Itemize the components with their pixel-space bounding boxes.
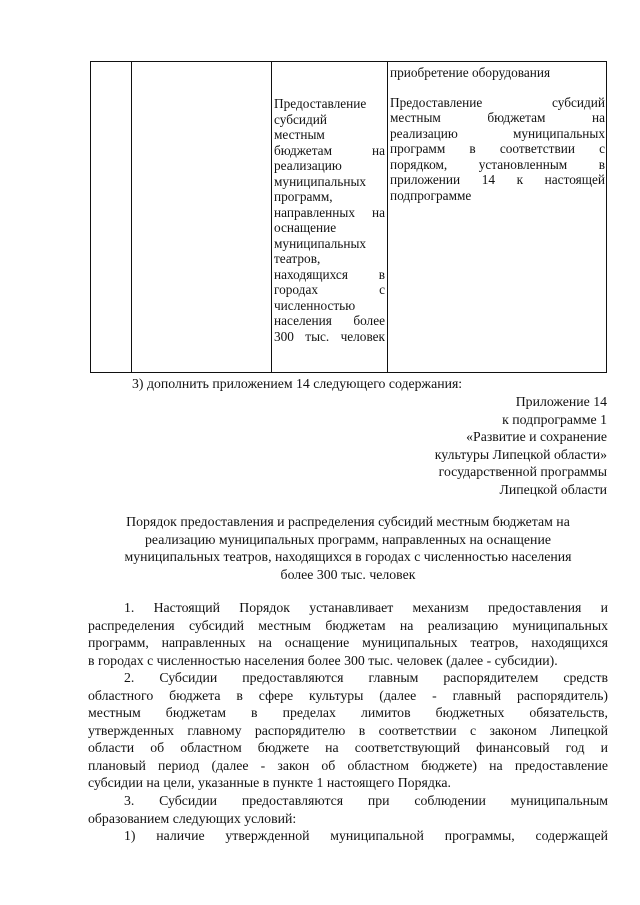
amendment-item-3: 3) дополнить приложением 14 следующего содержания:	[132, 376, 463, 391]
title-line: муниципальных театров, находящихся в городах с численностью населения	[124, 549, 572, 565]
table-cell-line: городах с	[274, 282, 385, 297]
table-cell-line: муниципальных	[274, 235, 367, 251]
table-cell-line: субсидий	[274, 111, 327, 127]
table-cell-line: приложении 14 к настоящей	[390, 172, 605, 187]
table-cell-line: программ,	[274, 189, 333, 204]
title-line: реализацию муниципальных программ, направленных на оснащение	[145, 531, 551, 547]
paragraph-line: образованием следующих условий:	[88, 810, 297, 826]
table-cell-line: Предоставление субсидий	[390, 94, 605, 110]
paragraph-line: плановый период (далее - закон об областном бюджете) на предоставление	[88, 757, 608, 773]
table-column-divider	[131, 62, 132, 372]
paragraph-line: 3. Субсидии предоставляются при соблюдении муниципальным	[124, 793, 608, 808]
table-cell-line: муниципальных	[274, 173, 367, 189]
paragraph-line: области об областном бюджете на соответствующий финансовый год и	[88, 740, 608, 756]
table-cell-line: театров,	[274, 251, 321, 266]
table-cell-line: программ в соответствии с	[390, 141, 605, 156]
table-cell-line: населения более	[274, 313, 385, 328]
table-column-divider	[387, 62, 388, 372]
title-line: более 300 тыс. человек	[280, 566, 416, 582]
paragraph-line: 1) наличие утвержденной муниципальной программы, содержащей	[124, 828, 608, 844]
table-cell-line: находящихся в	[274, 266, 385, 282]
table-cell-line: порядком, установленным в	[390, 156, 605, 172]
table-cell-line: Предоставление	[274, 96, 367, 111]
table-cell-line: оснащение	[274, 220, 337, 235]
table-cell-line: местным бюджетам на	[390, 110, 605, 125]
paragraph-line: распределения субсидий местным бюджетам на реализацию муниципальных	[88, 617, 608, 633]
paragraph-3	[88, 792, 608, 845]
subprogram-table	[90, 61, 607, 373]
table-cell-mechanism	[390, 65, 605, 203]
paragraph-1	[88, 599, 608, 669]
table-cell-line: реализацию	[274, 158, 342, 173]
table-cell-line: местным	[274, 127, 325, 142]
paragraph-line: субсидии на цели, указанные в пункте 1 настоящего Порядка.	[88, 775, 451, 791]
appendix-line: Приложение 14	[515, 394, 607, 409]
table-column-divider	[271, 62, 272, 372]
table-cell-line: бюджетам на	[274, 142, 385, 158]
appendix-line: государственной программы	[438, 464, 607, 479]
paragraph-line: в городах с численностью населения более 300 тыс. человек (далее - субсидии).	[88, 652, 558, 668]
paragraph-2	[88, 669, 608, 792]
table-cell-event-name	[274, 96, 385, 344]
table-cell-line: подпрограмме	[390, 187, 472, 203]
appendix-line: «Развитие и сохранение	[466, 429, 607, 444]
table-cell-line: приобретение оборудования	[390, 65, 551, 80]
appendix-line: к подпрограмме 1	[502, 411, 607, 427]
table-cell-spacer	[390, 81, 605, 95]
paragraph-line: местным бюджетам в пределах лимитов бюджетных обязательств,	[88, 705, 608, 721]
table-cell-line: 300 тыс. человек	[274, 328, 385, 344]
appendix-line: культуры Липецкой области»	[434, 446, 607, 462]
table-cell-line: реализацию муниципальных	[390, 125, 605, 141]
table-cell-line: численностью	[274, 297, 356, 313]
appendix-line: Липецкой области	[499, 481, 607, 497]
paragraph-line: программ, направленных на оснащение муниципальных театров, находящихся	[88, 635, 608, 651]
document-title	[88, 513, 608, 583]
title-line: Порядок предоставления и распределения субсидий местным бюджетам на	[126, 514, 570, 529]
paragraph-line: 1. Настоящий Порядок устанавливает механизм предоставления и	[124, 600, 608, 615]
paragraph-line: 2. Субсидии предоставляются главным распорядителем средств	[124, 670, 608, 685]
appendix-header	[435, 393, 607, 498]
table-cell-line: направленных на	[274, 204, 385, 220]
paragraph-line: утвержденных главному распорядителю в соответствии с законом Липецкой	[88, 722, 608, 738]
paragraph-line: областного бюджета в сфере культуры (далее - главный распорядитель)	[88, 687, 608, 703]
